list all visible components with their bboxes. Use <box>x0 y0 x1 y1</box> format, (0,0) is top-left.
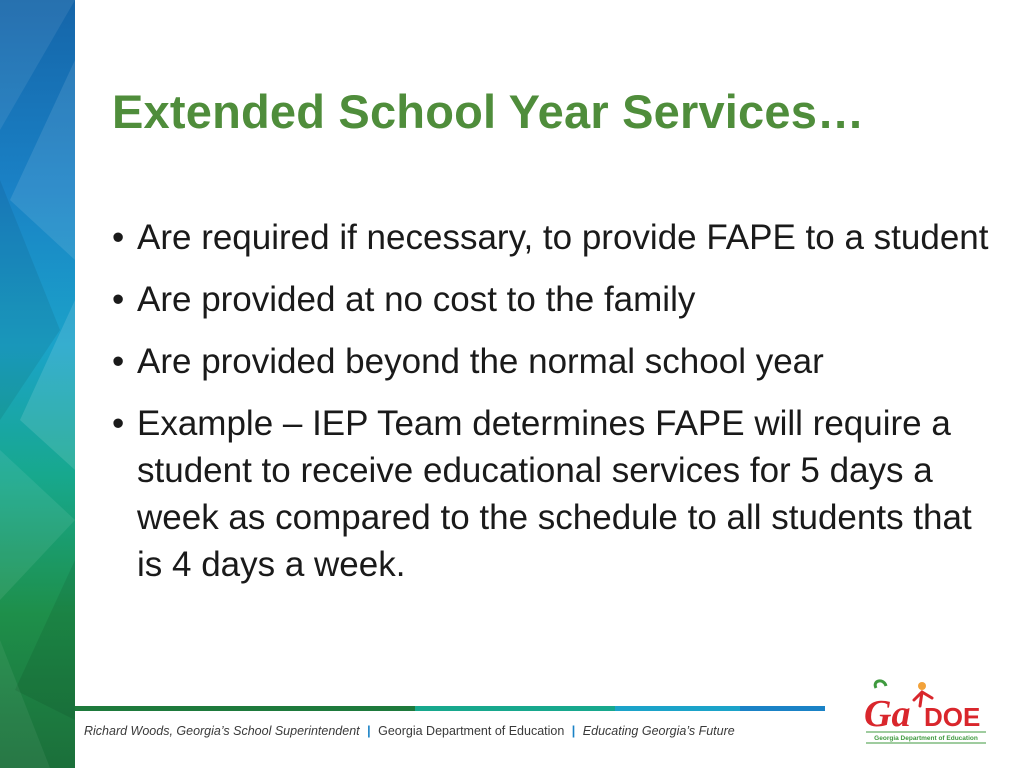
person-icon <box>918 682 926 690</box>
bullet-text: Are provided at no cost to the family <box>137 280 696 319</box>
footer-department: Georgia Department of Education <box>378 724 565 738</box>
gadoe-logo <box>862 676 990 746</box>
bullet-glyph: • <box>112 280 125 319</box>
footer-rule-segment <box>740 706 825 711</box>
slide-title: Extended School Year Services… <box>112 85 865 138</box>
bullet-list <box>112 214 992 603</box>
gadoe-logo-mark <box>862 676 990 746</box>
logo-wordmark-ga: Ga <box>864 693 911 735</box>
bullet-text: Are required if necessary, to provide FAPE to a student <box>137 218 989 257</box>
bullet-item <box>112 214 992 261</box>
bullet-item <box>112 338 992 385</box>
footer-motto: Educating Georgia’s Future <box>582 724 735 738</box>
logo-wordmark-doe: DOE <box>924 702 981 732</box>
bullet-text: Example – IEP Team determines FAPE will require a student to receive educational services for 5 days a week as compared to the schedule to all students that is 4 days a week. <box>137 404 972 584</box>
left-decorative-band <box>0 0 75 768</box>
bullet-item <box>112 400 992 588</box>
footer-separator: | <box>367 724 371 738</box>
bullet-item <box>112 276 992 323</box>
bullet-glyph: • <box>112 218 125 257</box>
footer-superintendent: Richard Woods, Georgia’s School Superintendent <box>84 724 360 738</box>
footer-rule-segment <box>415 706 615 711</box>
bullet-glyph: • <box>112 342 125 381</box>
logo-subtitle: Georgia Department of Education <box>874 735 978 742</box>
footer-rule-segment <box>615 706 740 711</box>
footer-rule <box>75 706 825 711</box>
band-pattern <box>0 0 75 768</box>
footer-text <box>84 724 735 738</box>
footer-separator: | <box>571 724 576 738</box>
bullet-glyph: • <box>112 404 125 443</box>
footer-rule-segment <box>75 706 415 711</box>
bullet-text: Are provided beyond the normal school year <box>137 342 824 381</box>
